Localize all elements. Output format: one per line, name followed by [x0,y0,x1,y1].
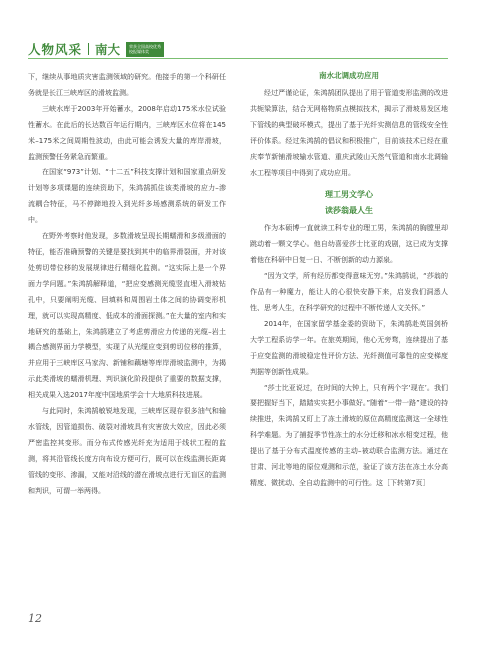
page-header [28,40,164,58]
header-divider [88,43,89,55]
section-heading: 南水北调成功应用 [319,71,379,80]
section-heading: 理工男文学心 [325,190,373,200]
right-paragraph: 经过严谨论证，朱鸿鹄团队提出了用于管道变形监测的改进共轭梁算法，结合无网格物质点模拟技术，揭示了滑坡易发区地下管线的典型破坏模式，提出了基于光纤实测信息的管线安全性评价体系。经过朱鸿鹄的倡议和积极推广，目前该技术已经在重庆奉节新铺滑坡输水管道、重庆武陵山天然气管道和南水北调输水工程等项目中得到了成功应用。 [250,89,448,177]
award-badge [126,42,164,57]
header-rule [28,58,448,59]
right-paragraph: 作为本硕博一直就读工科专业的理工男，朱鸿鹄的胸膛里却跳动着一颗文学心。他自幼喜爱莎士比亚的戏剧，这已成为支撑着他在科研中日复一日、不断创新的动力源泉。 [250,224,448,265]
brand-name: 南大 [95,42,121,57]
page-number: 12 [28,612,42,625]
right-paragraph: “因为文学，所有经历都变得意味无穷。”朱鸿鹄说，“莎翁的作品有一种魔力，能让人的心很快安静下来，启发我们洞悉人性、思考人生，在科学研究的过程中不断传递人文关怀。” [250,272,448,312]
left-paragraph: 在国家“973”计划、“十二五”科技支撑计划和国家重点研发计划等多项课题的连续资助下，朱鸿鹄抓住该类滑坡的应力–渗流耦合特征，马不停蹄地投入到光纤多场感测系统的研发工作中。 [28,168,226,225]
left-column [28,70,226,499]
right-paragraph: “莎士比亚说过，在时间的大钟上，只有两个字‘现在’。我们要把握好当下，踏踏实实把小事做好。”随着“一带一路”建设的持续推进，朱鸿鹄又盯上了冻土滑坡的原位高精度监测这一全球性科学难题。为了捕捉季节性冻土的水分迁移和冰水相变过程，他提出了基于分布式温度传感的主动–被动联合监测方法。通过在甘肃、河北等地的原位观测和示范，验证了该方法在冻土水分高精度、微扰动、全自动监测中的可行性。这［下转第7页］ [250,383,448,487]
left-paragraph: 与此同时，朱鸿鹄敏锐地发现，三峡库区现存很多油气和输水管线，因管道损伤、破裂对滑坡具有灾害放大效应，因此必须严密监控其变形。而分布式传感光纤充为适用于线状工程的监测，将其沿管线长度方向布设方便可行，既可以在线监测长距离管线的变形、渗漏，又能对沿线的潜在滑坡点进行无盲区的监测和判识，可谓一举两得。 [28,407,226,495]
left-paragraph: 下，继续从事地质灾害监测领域的研究。他接手的第一个科研任务就是长江三峡库区的滑坡监测。 [28,73,226,97]
right-paragraph: 2014年，在国家留学基金委的资助下，朱鸿鹄赴英国剑桥大学工程系访学一年。在旅英期间，他心无旁骛，连续提出了基于应变监测的滑坡稳定性评价方法、光纤测值可靠性的应变梯度判据等创新性成果。 [250,319,448,376]
left-paragraph: 在野外考察时他发现，多数滑坡呈现长期蠕滑和多级滑面的特征，能否准确预警的关键是要找到其中的临界滑裂面，并对该处剪切带位移的发展规律进行精细化监测。“这实际上是一个界面力学问题。”朱鸿鹄解释道，“把应变感测光缆竖直埋入滑坡钻孔中，只要阐明光缆、回填料和周围岩土体之间的协调变形机理，就可以实现高精度、低成本的滑面探测。”在大量的室内和实地研究的基础上，朱鸿鹄建立了考虑剪滑应力传递的光缆–岩土耦合感测界面力学模型，实现了从光缆应变到剪切位移的推算，并应用于三峡库区马家沟、新铺和藕塘等库岸滑坡监测中，为揭示此类滑坡的蠕滑机理、判识演化阶段提供了重要的数据支撑，相关成果入选2017年度中国地质学会十大地质科技进展。 [28,232,226,400]
badge-line-2: 校报媒体奖 [129,49,150,54]
left-paragraph: 三峡水库于2003年开始蓄水，2008年启动175米水位试验性蓄水。在此后的长达数百年运行期内，三峡库区水位将在145米–175米之间周期性波动，由此可能会诱发大量的库岸滑坡，监测预警任务紧急而繁重。 [28,104,226,161]
badge-line-1: 荣获全国高校优秀 [129,44,162,49]
section-title: 人物风采 [28,42,83,57]
right-column [250,70,448,492]
section-subheading: 读莎翁最人生 [325,206,373,216]
